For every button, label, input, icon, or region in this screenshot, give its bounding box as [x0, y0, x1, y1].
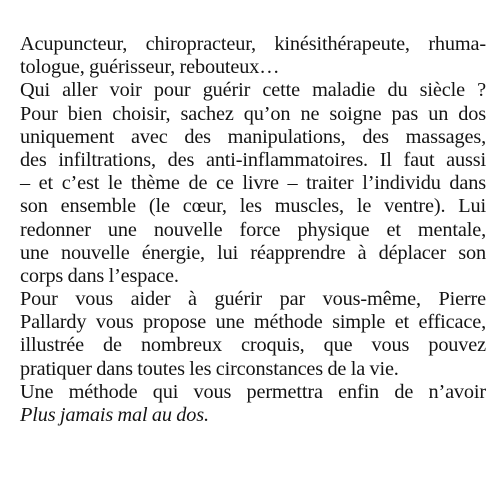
text-line: une nouvelle énergie, lui réapprendre à déplacer son: [20, 241, 486, 264]
text-line: Pour bien choisir, sachez qu’on ne soigne pas un dos: [20, 102, 486, 125]
text-line: des infiltrations, des anti-inflammatoires. Il faut aussi: [20, 148, 486, 171]
closing-title-line: Plus jamais mal au dos.: [20, 404, 209, 426]
text-line: corps dans l’espace.: [20, 264, 179, 287]
text-line: son ensemble (le cœur, les muscles, le ventre). Lui: [20, 195, 486, 218]
text-line: redonner une nouvelle force physique et mentale,: [20, 218, 486, 241]
text-line: Une méthode qui vous permettra enfin de n’avoir: [20, 380, 486, 403]
text-line: Qui aller voir pour guérir cette maladie du siècle ?: [20, 79, 486, 102]
text-line: – et c’est le thème de ce livre – traiter l’individu dans: [20, 172, 486, 195]
text-line: Pallardy vous propose une méthode simple et efficace,: [20, 311, 486, 334]
text-line: Acupuncteur, chiropracteur, kinésithérapeute, rhuma-: [20, 33, 486, 55]
text-line: uniquement avec des manipulations, des massages,: [20, 125, 486, 148]
text-line: illustrée de nombreux croquis, que vous pouvez: [20, 334, 486, 357]
text-line: tologue, guérisseur, rebouteux…: [20, 56, 280, 79]
text-line: Pour vous aider à guérir par vous-même, Pierre: [20, 288, 486, 311]
text-line: pratiquer dans toutes les circonstances de la vie.: [20, 357, 399, 380]
